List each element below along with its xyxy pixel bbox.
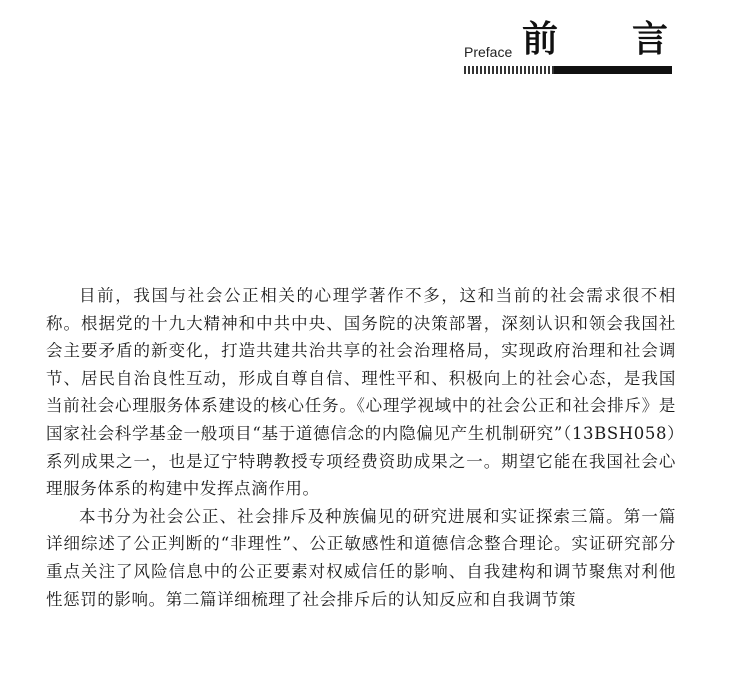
page-title-char-2: 言 [632,19,669,60]
preface-body [46,282,676,613]
header-rule-solid [554,66,672,74]
body-paragraph-2: 本书分为社会公正、社会排斥及种族偏见的研究进展和实证探索三篇。第一篇详细综述了公正判断的“非理性”、公正敏感性和道德信念整合理论。实证研究部分重点关注了风险信息中的公正要素对权威信任的影响、自我建构和调节聚焦对利他性惩罚的影响。第二篇详细梳理了社会排斥后的认知反应和自我调节策 [46,506,676,609]
body-paragraph-1: 目前，我国与社会公正相关的心理学著作不多，这和当前的社会需求很不相称。根据党的十九大精神和中共中央、国务院的决策部署，深刻认识和领会我国社会主要矛盾的新变化，打造共建共治共享的社会治理格局，实现政府治理和社会调节、居民自治良性互动，形成自尊自信、理性平和、积极向上的社会心态，是我国当前社会心理服务体系建设的核心任务。《心理学视域中的社会公正和社会排斥》是国家社会科学基金一般项目“基于道德信念的内隐偏见产生机制研究”（13BSH058）系列成果之一，也是辽宁特聘教授专项经费资助成果之一。期望它能在我国社会心理服务体系的构建中发挥点滴作用。 [46,286,676,499]
preface-header [464,18,672,72]
page-title-char-1: 前 [522,19,559,60]
preface-label: Preface [464,44,513,60]
